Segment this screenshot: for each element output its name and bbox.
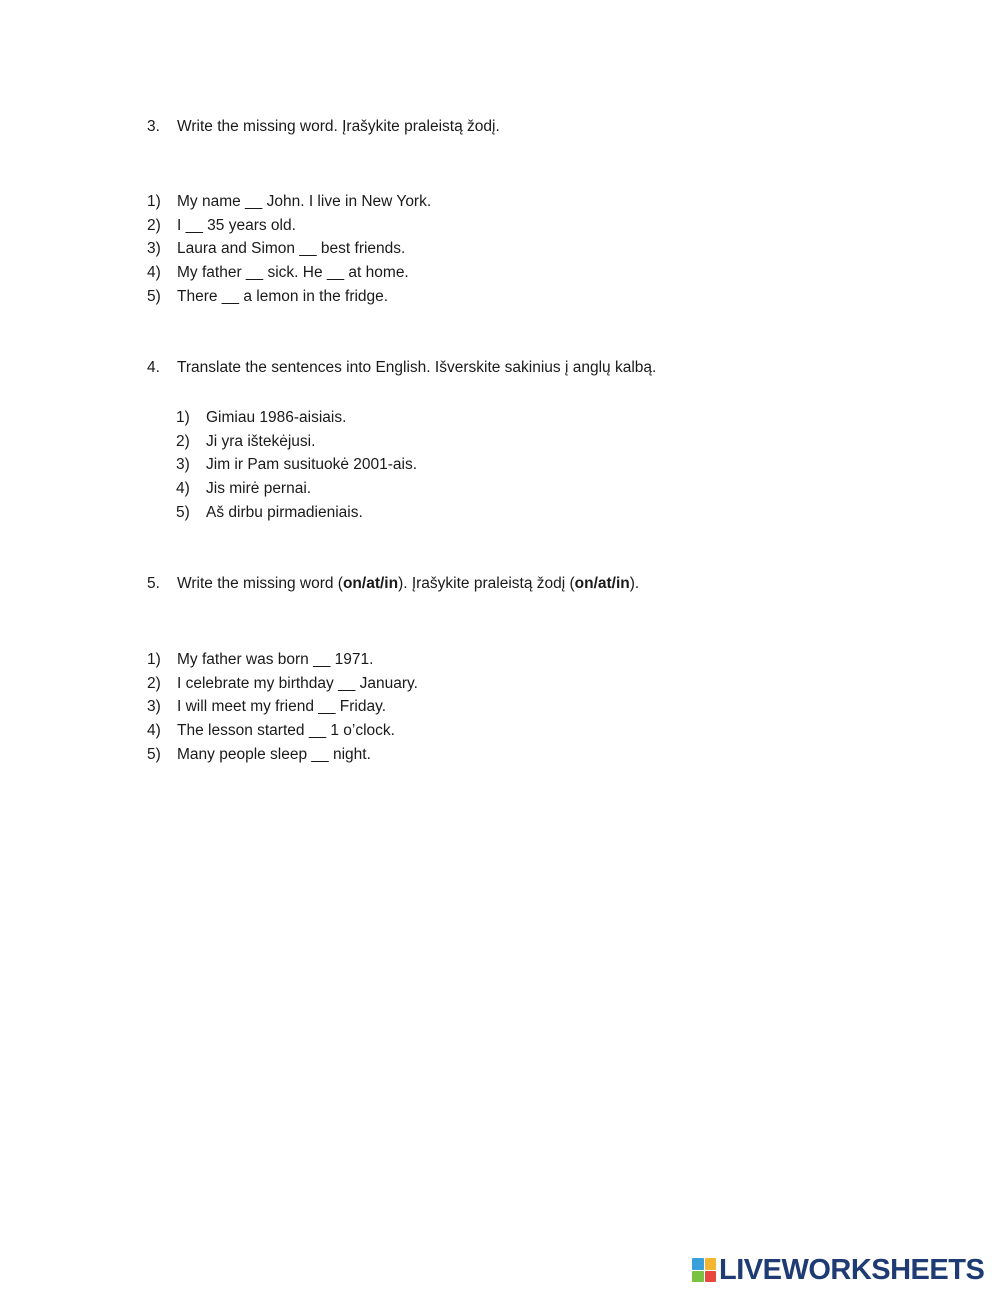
list-item-text: Gimiau 1986-aisiais. [206,409,347,426]
list-item-number: 3) [147,240,161,258]
list-item-text: Laura and Simon __ best friends. [177,240,406,258]
section-5-number: 5. [147,575,160,592]
list-item-number: 5) [147,745,161,763]
list-item-number: 4) [176,480,190,498]
list-item-number: 2) [147,674,161,692]
logo-block [705,1271,717,1283]
logo-block [705,1258,717,1270]
list-item-text: My father was born __ 1971. [177,651,374,668]
list-item-text: The lesson started __ 1 o’clock. [177,722,395,740]
list-item-number: 4) [147,264,161,282]
section-4-instruction: Translate the sentences into English. Išverskite sakinius į anglų kalbą. [177,359,657,376]
instruction-text: ). Įrašykite praleistą žodį ( [398,575,575,592]
list-item-text: I will meet my friend __ Friday. [177,698,387,716]
section-5-instruction [177,575,639,593]
liveworksheets-logo [692,1256,984,1284]
list-item-number: 1) [147,651,161,668]
list-item-text: Jis mirė pernai. [206,480,312,498]
list-item-number: 3) [176,456,190,474]
list-item-number: 1) [176,409,190,426]
list-item-number: 1) [147,193,161,210]
list-item-text: Aš dirbu pirmadieniais. [206,503,363,521]
list-item-number: 5) [147,287,161,305]
logo-block [692,1271,704,1283]
list-item-text: I celebrate my birthday __ January. [177,674,418,692]
list-item-number: 2) [147,216,161,234]
list-item-number: 2) [176,432,190,450]
section-3-instruction: Write the missing word. Įrašykite praleistą žodį. [177,118,500,135]
list-item-text: There __ a lemon in the fridge. [177,287,389,305]
section-4-number: 4. [147,359,160,376]
instruction-bold-text: on/at/in [574,575,630,592]
list-item-text: Ji yra ištekėjusi. [206,432,316,450]
list-item-text: I __ 35 years old. [177,216,296,234]
section-3-number: 3. [147,118,160,135]
list-item-number: 3) [147,698,161,716]
list-item-text: Jim ir Pam susituokė 2001-ais. [206,456,418,474]
list-item-text: My father __ sick. He __ at home. [177,264,409,282]
list-item-number: 5) [176,503,190,521]
instruction-text: ). [629,575,640,592]
logo-blocks-icon [692,1258,716,1282]
logo-text: LIVEWORKSHEETS [719,1254,985,1286]
instruction-text: Write the missing word ( [177,575,343,592]
instruction-bold-text: on/at/in [342,575,399,592]
list-item-number: 4) [147,722,161,740]
list-item-text: Many people sleep __ night. [177,745,371,763]
logo-block [692,1258,704,1270]
list-item-text: My name __ John. I live in New York. [177,193,432,210]
